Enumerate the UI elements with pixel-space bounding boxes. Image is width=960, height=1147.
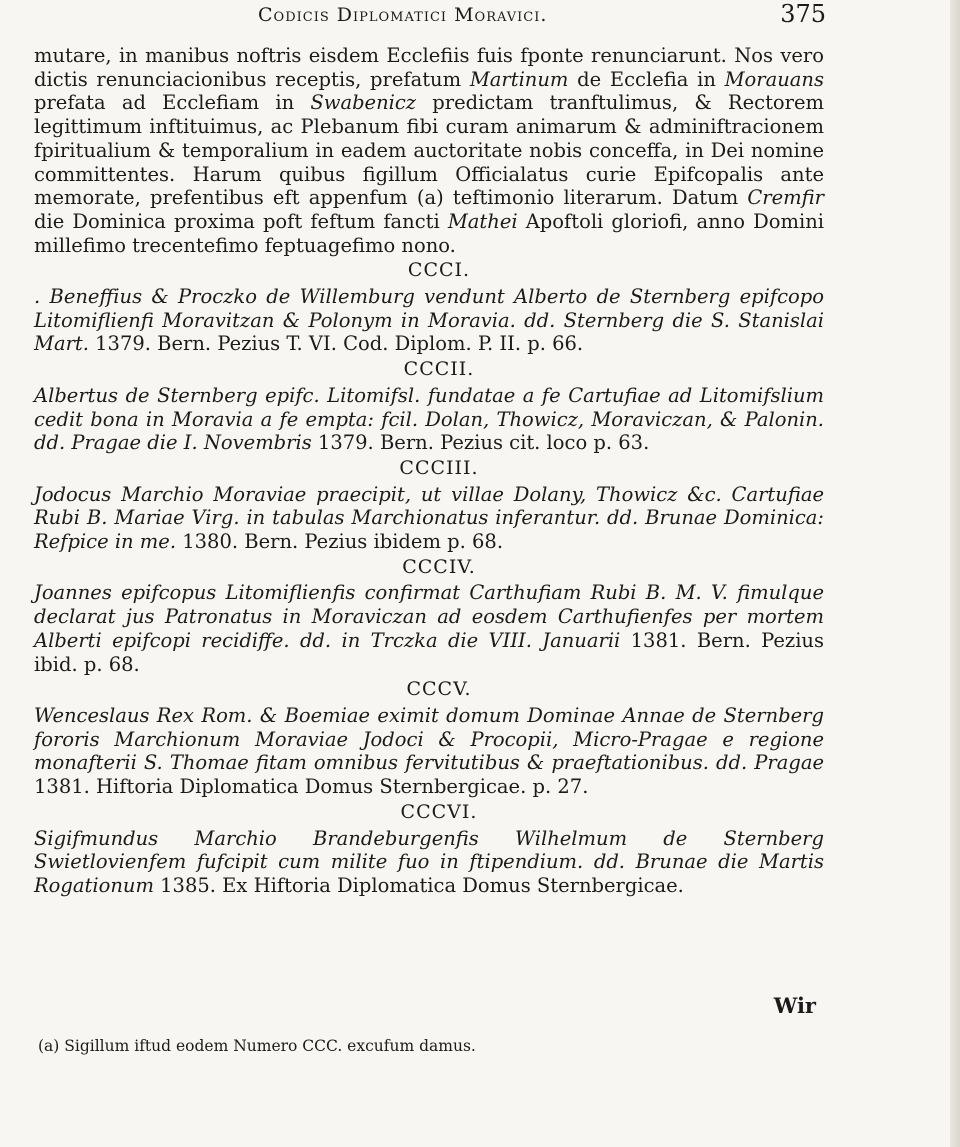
regest-italic: Wenceslaus Rex Rom. & Boemiae eximit domum Dominae Annae de Sternberg fororis Marchionum Moraviae Jodoci & Procopii, Micro-Pragae e regione monafterii S. Thomae fitam omnibus fervitutibus & praeftationibus. dd. Pragae [34, 703, 824, 775]
intro-text-4: predictam tranftulimus, & Rectorem legittimum inftituimus, ac Plebanum fibi curam animarum & adminiftracionem fpiritualium & temporalium in eadem auctoritate nobis conceffa, in Dei nomine committentes. Harum quibus figillum Officialatus curie Epifcopalis ante memorate, prefentibus eft appenfum (a) teftimonio literarum. Datum [34, 91, 824, 210]
regest-italic: Albertus de Sternberg epifc. Litomifsl. fundatae a fe Cartufiae ad Litomifslium cedit bona in Moravia a fe empta: fcil. Dolan, Thowicz, Moraviczan, & Palonin. dd. Pragae die I. Novembris [34, 383, 824, 455]
place-swabenicz: Swabenicz [310, 91, 417, 115]
regest-citation: 1385. Ex Hiftoria Diplomatica Domus Sternbergicae. [153, 873, 684, 897]
charter-number: CCCIII. [399, 456, 479, 479]
main-text [34, 44, 824, 898]
regest-citation: 1381. Hiftoria Diplomatica Domus Sternbergicae. p. 27. [34, 775, 589, 799]
name-mathei: Mathei [447, 209, 518, 233]
charter-regest [34, 384, 824, 455]
running-title: Codicis Diplomatici Moravici. [258, 4, 548, 26]
scan-edge [950, 0, 960, 1147]
catchword: Wir [773, 993, 816, 1018]
page-number: 375 [780, 0, 826, 28]
intro-text-5: die Dominica proxima poft feftum fancti [34, 209, 448, 233]
regest-citation: 1379. Bern. Pezius T. VI. Cod. Diplom. P. II. p. 66. [88, 332, 584, 356]
charter-regest [34, 827, 824, 898]
intro-text-2: de Ecclefia in [568, 67, 725, 91]
regest-italic: Sigifmundus Marchio Brandeburgenfis Wilhelmum de Sternberg Swietlovienfem fufcipit cum milite fuo in ftipendium. dd. Brunae die Martis Rogationum [34, 826, 824, 897]
regest-italic: . Beneffius & Proczko de Willemburg vendunt Alberto de Sternberg epifcopo Litomiflienfi Moravitzan & Polonym in Moravia. dd. Sternberg die S. Stanislai Mart. [34, 285, 824, 356]
intro-paragraph [34, 44, 824, 257]
charter-number: CCCIV. [402, 555, 476, 578]
intro-text-1: mutare, in manibus noftris eisdem Ecclefiis fuis fponte renunciarunt. Nos vero dictis renunciacionibus receptis, prefatum [34, 44, 824, 91]
footnote: (a) Sigillum iftud eodem Numero CCC. excufum damus. [38, 1037, 476, 1055]
book-page [34, 0, 826, 1147]
charter-number: CCCII. [403, 358, 475, 381]
regest-citation: 1379. Bern. Pezius cit. loco p. 63. [311, 431, 650, 455]
charter-regest [34, 483, 824, 554]
regest-citation: 1381. Bern. Pezius ibid. p. 68. [34, 628, 824, 676]
place-morauans: Morauans [724, 67, 824, 91]
regest-italic: Joannes epifcopus Litomiflienfis confirmat Carthufiam Rubi B. M. V. fimulque declarat jus Patronatus in Moraviczan ad eosdem Carthufienfes per mortem Alberti epifcopi recidiffe. dd. in Trczka die VIII. Januarii [34, 581, 824, 652]
regest-italic: Jodocus Marchio Moraviae praecipit, ut villae Dolany, Thowicz &c. Cartufiae Rubi B. Mariae Virg. in tabulas Marchionatus inferantur. dd. Brunae Dominica: Refpice in me. [34, 482, 824, 554]
charter-regest [34, 704, 824, 799]
place-cremfir: Cremfir [747, 186, 824, 210]
charter-number: CCCVI. [400, 800, 478, 823]
running-head [34, 0, 826, 34]
intro-text-6: Apoftoli gloriofi, anno Domini millefimo trecentefimo feptuagefimo nono. [34, 209, 824, 257]
charter-regest [34, 285, 824, 356]
charter-number: CCCV. [406, 678, 472, 701]
regest-citation: 1380. Bern. Pezius ibidem p. 68. [176, 530, 504, 554]
intro-text-3: prefata ad Ecclefiam in [34, 91, 311, 115]
charter-number: CCCI. [407, 259, 471, 282]
charter-regest [34, 581, 824, 676]
name-martinum: Martinum [469, 67, 569, 91]
